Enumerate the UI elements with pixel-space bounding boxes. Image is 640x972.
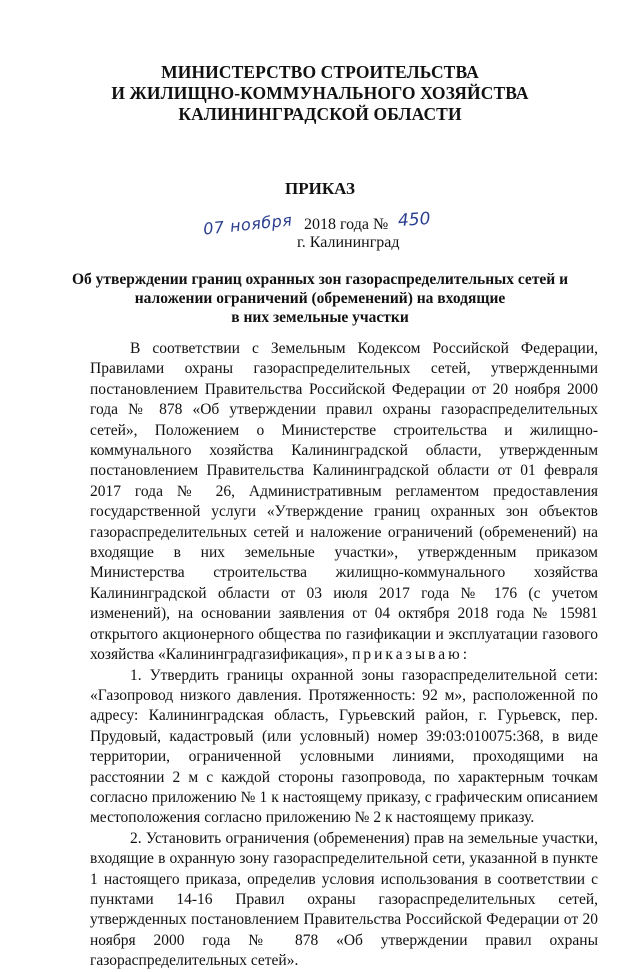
handwritten-date: 07 ноября <box>202 210 294 239</box>
subject-title <box>0 270 640 327</box>
subject-line: Об утверждении границ охранных зон газораспределительных сетей и <box>71 271 569 288</box>
order-keyword: приказываю: <box>352 646 470 664</box>
date-text: 2018 года № <box>304 216 389 233</box>
city-line: г. Калининград <box>297 234 400 251</box>
ministry-line: МИНИСТЕРСТВО СТРОИТЕЛЬСТВА <box>161 62 479 82</box>
document-type-title: ПРИКАЗ <box>285 179 355 198</box>
ministry-line: И ЖИЛИЩНО-КОММУНАЛЬНОГО ХОЗЯЙСТВА <box>111 83 529 103</box>
subject-line: в них земельные участки <box>231 309 409 326</box>
preamble-text: В соответствии с Земельным Кодексом Российской Федерации, Правилами охраны газораспределительных сетей, утвержденными постановлением Правительства Российской Федерации от 20 ноября 2000 года № 878 «Об утверждении правил охраны газораспределительных сетей», Положением о Министерстве строительства и жилищно-коммунального хозяйства Калининградской области, утвержденным постановлением Правительства Калининградской области от 01 февраля 2017 года № 26, Административным регламентом предоставления государственной услуги «Утверждение границ охранных зон объектов газораспределительных сетей и наложение ограничений (обременений) на входящие в них земельные участки», утвержденным приказом Министерства строительства жилищно-коммунального хозяйства Калининградской области от 03 июля 2017 года № 176 (с учетом изменений), на основании заявления от 04 октября 2018 года № 15981 открытого акционерного общества по газификации и эксплуатации газового хозяйства «Калининградгазификация», <box>90 340 598 664</box>
ministry-line: КАЛИНИНГРАДСКОЙ ОБЛАСТИ <box>178 104 462 124</box>
ministry-header <box>0 62 640 125</box>
order-item-1: 1. Утвердить границы охранной зоны газораспределительной сети: «Газопровод низкого давления. Протяженность: 92 м», расположенной по адресу: Калининградская область, Гурьевский район, г. Гурьевск, пер. Прудовый, кадастровый (или условный) номер 39:03:010075:368, в виде территории, ограниченной условными линиями, проходящими на расстоянии 2 м с каждой стороны газопровода, по характерным точкам согласно приложению № 1 к настоящему приказу, с графическим описанием местоположения согласно приложению № 2 к настоящему приказу. <box>90 666 598 827</box>
document-body <box>90 339 598 972</box>
order-item-2: 2. Установить ограничения (обременения) прав на земельные участки, входящие в охранную зону газораспределительной сети, указанной в пункте 1 настоящего приказа, определив условия использования в соответствии с пунктами 14-16 Правил охраны газораспределительных сетей, утвержденных постановлением Правительства Российской Федерации от 20 ноября 2000 года № 878 «Об утверждении правил охраны газораспределительных сетей». <box>90 829 598 970</box>
subject-line: наложении ограничений (обременений) на входящие <box>134 290 506 307</box>
preamble-paragraph <box>90 339 598 666</box>
handwritten-number: 450 <box>397 208 432 232</box>
